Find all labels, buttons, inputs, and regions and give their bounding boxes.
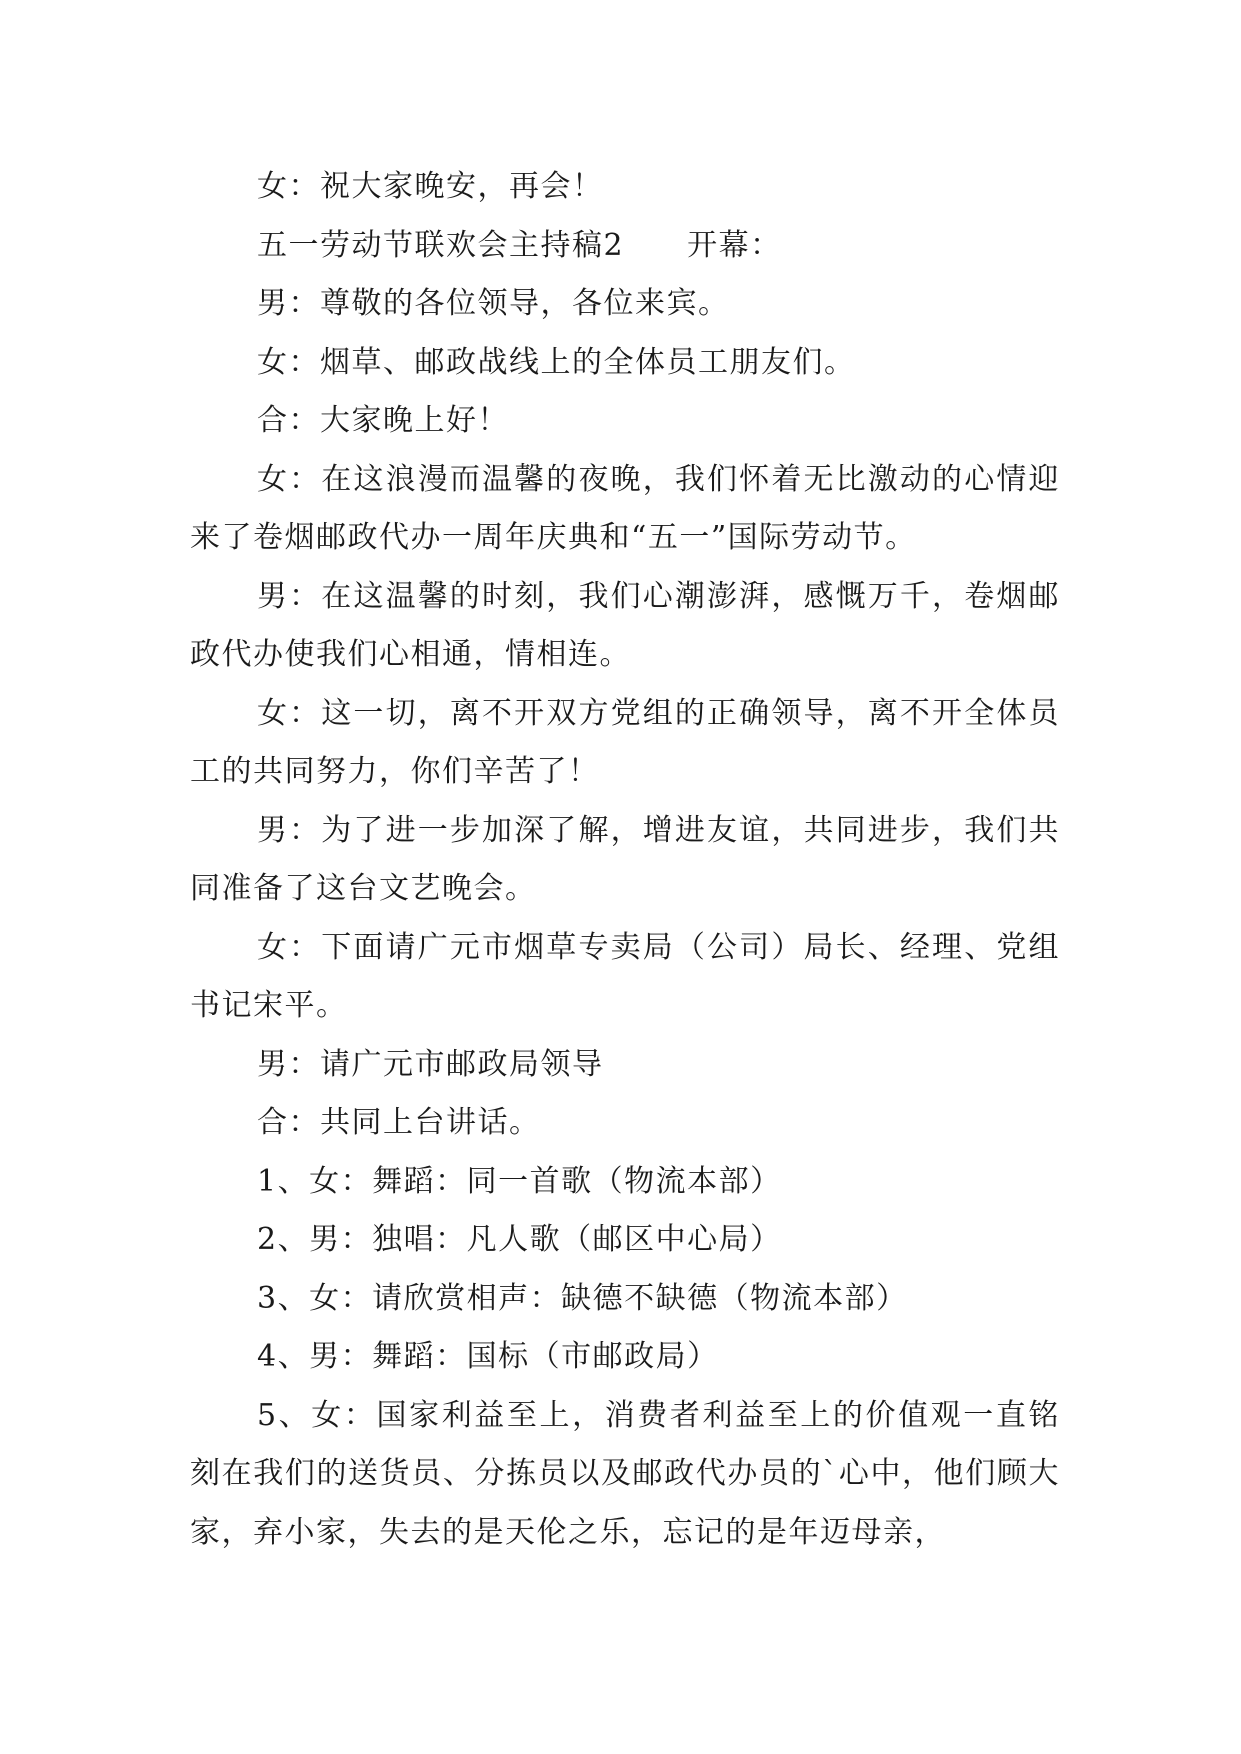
program-item: 3、女：请欣赏相声：缺德不缺德（物流本部） xyxy=(257,1280,908,1316)
paragraph: 五一劳动节联欢会主持稿2 开幕： xyxy=(257,227,782,263)
paragraph: 男：尊敬的各位领导，各位来宾。 xyxy=(257,286,730,321)
paragraph: 女：在这浪漫而温馨的夜晚，我们怀着无比激动的心情迎来了卷烟邮政代办一周年庆典和“五一”国际劳动节。 xyxy=(190,461,1060,555)
program-item: 5、女：国家利益至上，消费者利益至上的价值观一直铭刻在我们的送货员、分拣员以及邮政代办员的`心中，他们顾大家，弃小家，失去的是天伦之乐，忘记的是年迈母亲， xyxy=(190,1397,1060,1550)
paragraph: 女：这一切，离不开双方党组的正确领导，离不开全体员工的共同努力，你们辛苦了！ xyxy=(190,695,1060,789)
paragraph: 男：在这温馨的时刻，我们心潮澎湃，感慨万千，卷烟邮政代办使我们心相通，情相连。 xyxy=(190,578,1060,672)
paragraph: 女：下面请广元市烟草专卖局（公司）局长、经理、党组书记宋平。 xyxy=(190,929,1060,1023)
document-body xyxy=(190,158,1060,1562)
program-item: 1、女：舞蹈：同一首歌（物流本部） xyxy=(257,1163,782,1199)
paragraph: 男：为了进一步加深了解，增进友谊，共同进步，我们共同准备了这台文艺晚会。 xyxy=(190,812,1060,906)
paragraph: 女：祝大家晚安，再会！ xyxy=(257,169,604,204)
paragraph: 合：大家晚上好！ xyxy=(257,403,509,438)
paragraph: 女：烟草、邮政战线上的全体员工朋友们。 xyxy=(257,344,856,380)
paragraph: 男：请广元市邮政局领导 xyxy=(257,1046,604,1082)
paragraph: 合：共同上台讲话。 xyxy=(257,1105,541,1140)
program-item: 4、男：舞蹈：国标（市邮政局） xyxy=(257,1339,719,1374)
program-item: 2、男：独唱：凡人歌（邮区中心局） xyxy=(257,1222,782,1257)
